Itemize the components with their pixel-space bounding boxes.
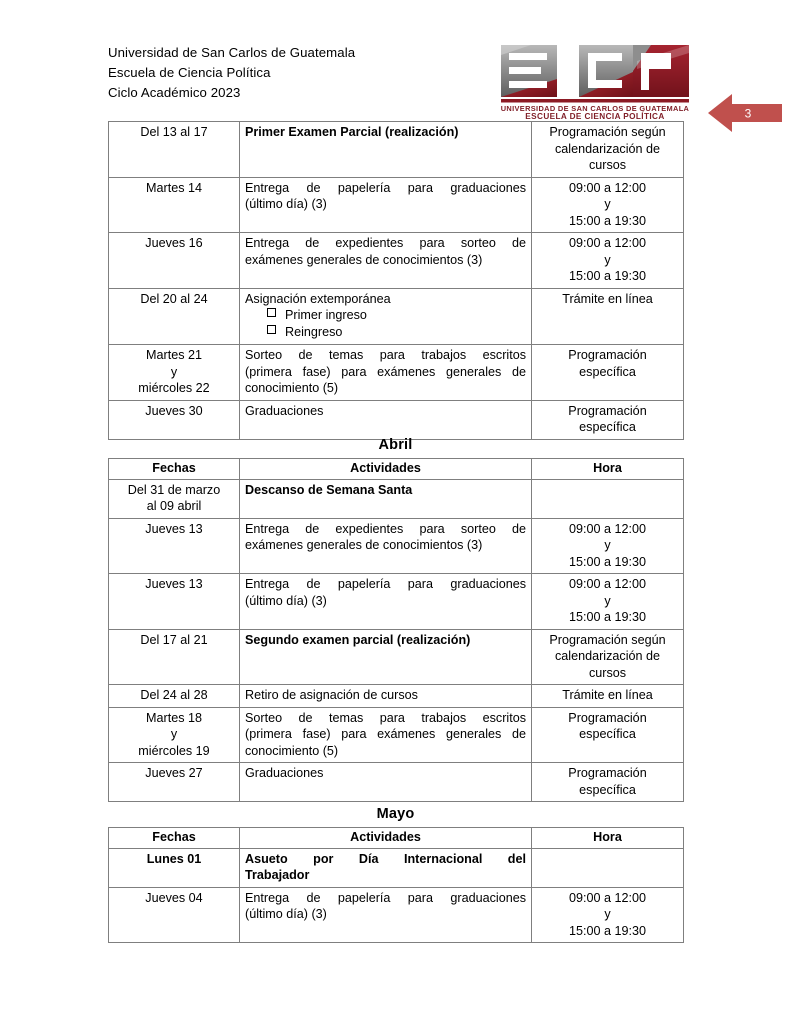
actividad-line: (último día) (3) [245,907,327,921]
hora-line: y [604,907,611,921]
cell-actividad [240,177,532,233]
actividad-line: Sorteo de temas para trabajos escritos [245,710,526,725]
cell-fecha: Del 13 al 17 [109,122,240,178]
table-header-row [109,459,684,480]
month-title-abril: Abril [378,437,413,453]
fecha-line: y [170,727,178,741]
actividad-line: Trabajador [245,868,310,882]
cell-hora [532,707,684,763]
cell-fecha: Jueves 04 [109,887,240,943]
hora-line: calendarización de [554,141,661,156]
cell-fecha: Martes 14 [109,177,240,233]
hora-line: Programación [568,766,647,780]
left-arrow-icon [706,90,784,136]
actividad-line: Entrega de papelería para graduaciones [245,180,526,195]
column-header-hora: Hora [532,828,684,849]
table-row [109,400,684,439]
hora-line: específica [579,420,636,434]
checkbox-icon [267,308,276,317]
table-row [109,122,684,178]
cell-hora [532,233,684,289]
table-row [109,518,684,574]
hora-line: cursos [588,665,627,680]
logo-subtitle-line-1: UNIVERSIDAD DE SAN CARLOS DE GUATEMALA [500,104,690,113]
actividad-line: Asignación extemporánea [245,291,391,306]
hora-line: 15:00 a 19:30 [568,923,647,938]
table-row [109,685,684,708]
ecp-logo-graphic [491,31,703,119]
table-block-mayo [108,806,683,943]
hora-line: calendarización de [554,649,661,663]
cell-actividad [240,345,532,401]
hora-line: cursos [588,158,627,172]
cell-hora: Trámite en línea [532,685,684,708]
institution-line-2: Escuela de Ciencia Política [108,65,271,80]
hora-line: específica [579,782,636,797]
hora-line: Programación [568,710,647,725]
actividad-line: Entrega de expedientes para sorteo de [245,236,526,250]
table-row [109,288,684,345]
cell-actividad [240,887,532,943]
table-block-abril [108,437,683,802]
cell-hora [532,479,684,518]
actividad-line: Entrega de expedientes para sorteo de [245,521,526,536]
actividad-line: (último día) (3) [245,197,327,211]
list-item [285,307,526,324]
table-row [109,177,684,233]
checkbox-icon [267,325,276,334]
ecp-logo [491,31,703,119]
hora-line: 09:00 a 12:00 [568,577,647,591]
cell-actividad [240,574,532,630]
fecha-line: miércoles 22 [138,381,210,395]
column-header-hora: Hora [532,459,684,480]
fecha-line: Del 31 de marzo [127,482,221,497]
table-row [109,574,684,630]
hora-line: 15:00 a 19:30 [568,554,647,569]
month-title-mayo: Mayo [376,806,415,822]
marker-label: 3 [744,106,752,121]
actividad-line: conocimiento (5) [245,743,339,758]
calendar-table-mayo [108,827,684,943]
cell-fecha: Jueves 13 [109,518,240,574]
column-header-actividades: Actividades [240,459,532,480]
hora-line: 09:00 a 12:00 [568,890,647,905]
hora-line: 09:00 a 12:00 [568,180,647,195]
cell-actividad [240,707,532,763]
hora-line: Programación según [549,125,666,139]
cell-fecha: Jueves 30 [109,400,240,439]
actividad-line: Entrega de papelería para graduaciones [245,890,526,905]
institution-heading [108,43,355,103]
cell-hora [532,122,684,178]
actividad-line: Sorteo de temas para trabajos escritos [245,348,526,362]
calendar-table-abril [108,458,684,802]
cell-fecha: Jueves 13 [109,574,240,630]
table-row [109,763,684,802]
column-header-actividades: Actividades [240,828,532,849]
institution-line-3: Ciclo Académico 2023 [108,85,241,100]
actividad-line: Asueto por Día Internacional del [245,851,526,866]
cell-actividad: Segundo examen parcial (realización) [240,629,532,685]
actividad-line: Entrega de papelería para graduaciones [245,577,526,591]
column-header-fechas: Fechas [109,828,240,849]
actividad-line: (último día) (3) [245,593,327,608]
cell-actividad: Graduaciones [240,400,532,439]
cell-hora [532,288,684,345]
cell-fecha: Jueves 16 [109,233,240,289]
cell-fecha: Del 17 al 21 [109,629,240,685]
actividad-line: exámenes generales de conocimientos (3) [245,538,483,552]
cell-hora [532,763,684,802]
table-row [109,233,684,289]
list-item [285,324,526,341]
cell-fecha: Del 24 al 28 [109,685,240,708]
table-block-marzo [108,121,684,440]
fecha-line: Martes 21 [146,348,202,362]
cell-hora [532,574,684,630]
cell-fecha: Lunes 01 [109,848,240,887]
hora-line: Programación [568,403,647,418]
list-item-label: Reingreso [285,325,343,339]
hora-line: y [604,197,611,211]
cell-actividad [240,233,532,289]
hora-line: 09:00 a 12:00 [568,236,647,250]
table-header-row [109,828,684,849]
table-row [109,848,684,887]
hora-line: específica [579,727,636,741]
institution-line-1: Universidad de San Carlos de Guatemala [108,45,356,60]
table-row [109,479,684,518]
hora-line: Programación [568,348,647,362]
cell-actividad: Descanso de Semana Santa [240,479,532,518]
table-row [109,629,684,685]
hora-line: 15:00 a 19:30 [568,269,647,283]
cell-fecha [109,479,240,518]
hora-line: 15:00 a 19:30 [568,213,647,228]
hora-line: 15:00 a 19:30 [568,610,647,624]
hora-line: específica [579,364,636,379]
fecha-line: al 09 abril [146,499,202,513]
hora-line: Trámite en línea [562,291,653,306]
actividad-line: conocimiento (5) [245,381,339,395]
hora-line: y [604,252,611,267]
calendar-table-marzo [108,121,684,440]
cell-fecha [109,345,240,401]
hora-line: Programación según [549,632,666,647]
checklist [245,307,526,341]
table-row [109,345,684,401]
logo-subtitle-line-2: ESCUELA DE CIENCIA POLÍTICA [525,112,665,119]
actividad-line: exámenes generales de conocimientos (3) [245,252,483,267]
actividad-line: (primera fase) para exámenes generales de [245,364,526,379]
cell-hora [532,177,684,233]
cell-actividad [240,288,532,345]
table-row [109,887,684,943]
hora-line: y [604,538,611,552]
cell-fecha: Jueves 27 [109,763,240,802]
table-row [109,707,684,763]
cell-hora [532,887,684,943]
cell-actividad: Primer Examen Parcial (realización) [240,122,532,178]
cell-actividad: Retiro de asignación de cursos [240,685,532,708]
fecha-line: miércoles 19 [138,743,210,758]
hora-line: 09:00 a 12:00 [568,521,647,536]
actividad-line: (primera fase) para exámenes generales de [245,727,526,741]
cell-hora [532,848,684,887]
cell-hora [532,345,684,401]
column-header-fechas: Fechas [109,459,240,480]
cell-hora [532,400,684,439]
list-item-label: Primer ingreso [285,308,367,322]
cell-fecha [109,707,240,763]
fecha-line: Martes 18 [146,710,202,725]
document-header [108,43,688,121]
cell-hora [532,518,684,574]
cell-hora [532,629,684,685]
cell-actividad: Graduaciones [240,763,532,802]
page-number-arrow-marker [706,90,784,136]
hora-line: y [604,593,611,608]
cell-fecha: Del 20 al 24 [109,288,240,345]
cell-actividad [240,518,532,574]
cell-actividad [240,848,532,887]
fecha-line: y [170,364,178,379]
